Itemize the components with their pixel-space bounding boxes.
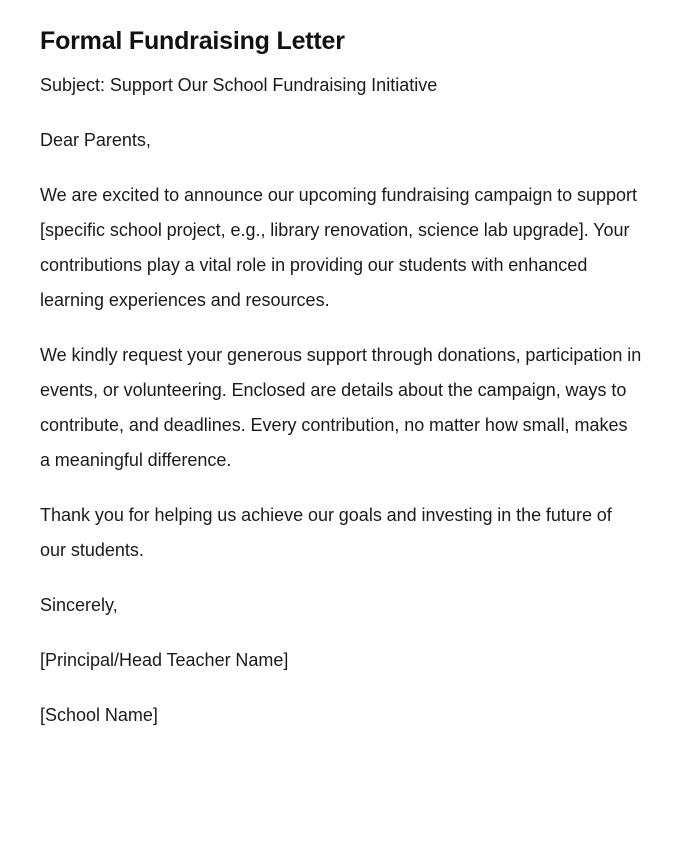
body-paragraph-1: We are excited to announce our upcoming fundraising campaign to support [specific school project, e.g., library renovation, science lab upgrade]. Your contributions play a vital role in providing our students with enhanced learning experiences and resources. <box>40 185 638 310</box>
closing: Sincerely, <box>40 595 118 615</box>
signature-name: [Principal/Head Teacher Name] <box>40 650 289 670</box>
body-paragraph-2: We kindly request your generous support through donations, participation in events, or volunteering. Enclosed are details about the campaign, ways to contribute, and deadlines. Every contribution, no matter how small, makes a meaningful difference. <box>40 345 642 470</box>
body-paragraph-3: Thank you for helping us achieve our goals and investing in the future of our students. <box>40 505 612 560</box>
subject-line: Subject: Support Our School Fundraising Initiative <box>40 75 438 95</box>
salutation: Dear Parents, <box>40 130 151 150</box>
page-title: Formal Fundraising Letter <box>40 27 345 55</box>
signature-organization: [School Name] <box>40 705 158 725</box>
letter-body <box>40 58 642 733</box>
